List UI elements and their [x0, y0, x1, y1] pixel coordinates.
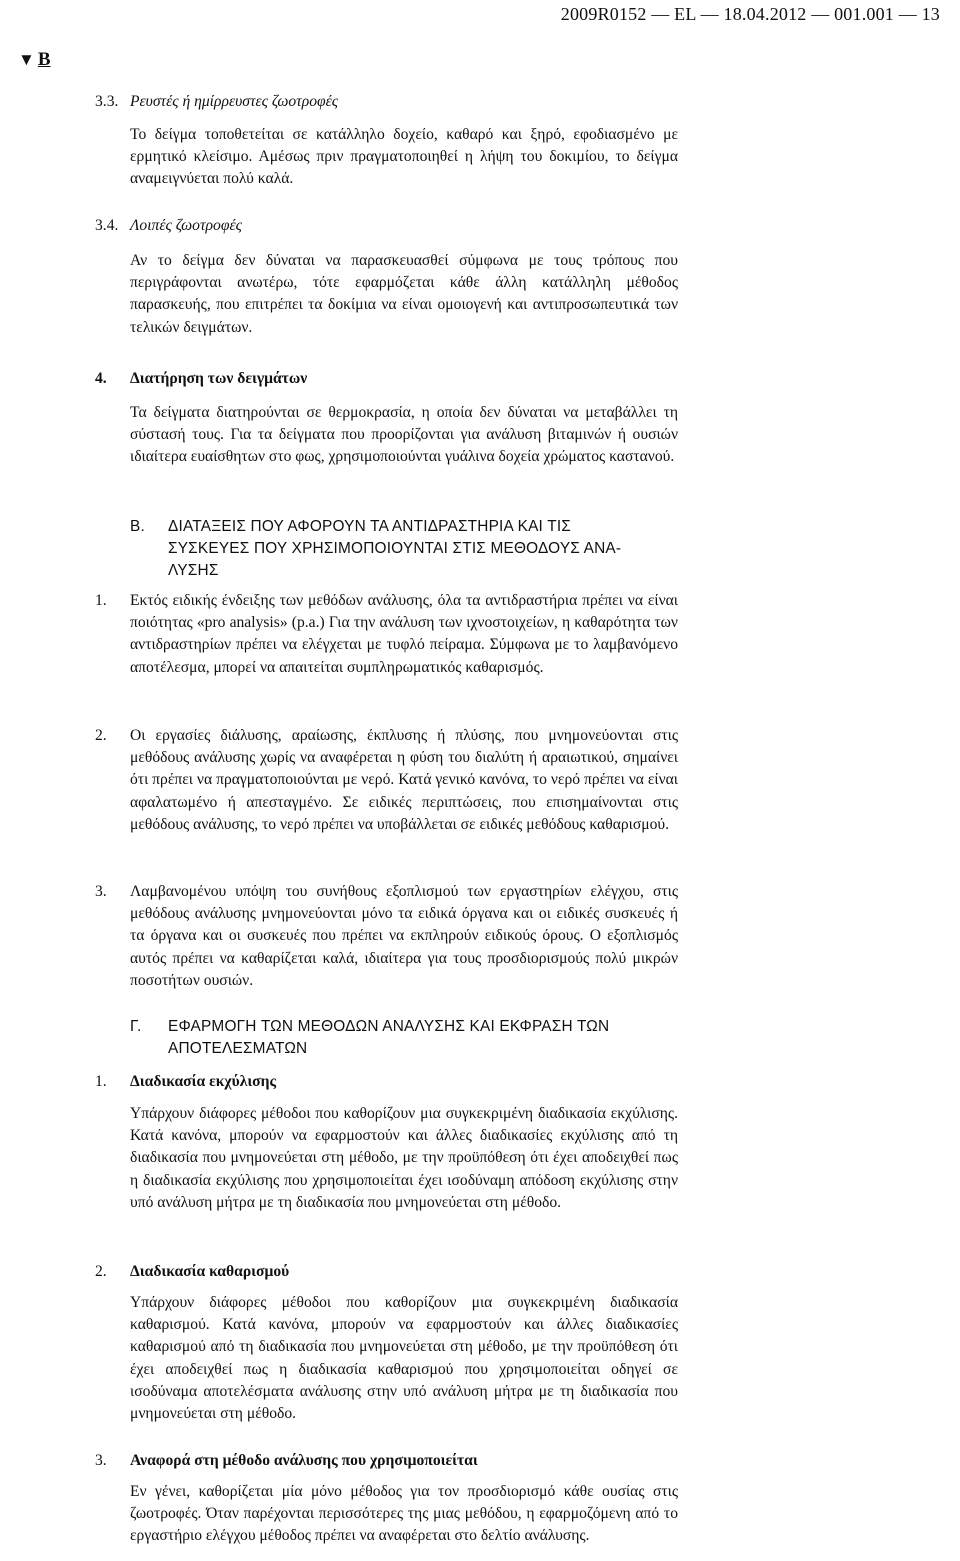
marker-letter: B — [37, 49, 51, 70]
paragraph: Τα δείγματα διατηρούνται σε θερμοκρασία, η οποία δεν δύναται να μεταβάλλει τη σύστασή τους. Για τα δείγματα που προορίζονται για ανάλυση βιταμινών ή ουσιών ιδιαίτερα ευαίσθητων στο φως, χρησιμοποιούνται γυάλινα δοχεία χρώματος καστανού. — [130, 404, 678, 466]
item-text: Οι εργασίες διάλυσης, αραίωσης, έκπλυσης ή πλύσης, που μνημονεύονται στις μεθόδους ανάλυσης χωρίς να αναφέρεται η φύση του διαλύτη ή αραιωτικού, σημαίνει ότι πρέπει να πραγματοποιούνται με νερό. Κατά γενικό κανόνα, το νερό πρέπει να είναι αφαλατωμένο ή απεσταγμένο. Σε ειδικές περιπτώσεις, που επισημαίνονται στις μεθόδους ανάλυσης, το νερό πρέπει να υποβάλλεται σε ειδικές μεθόδους καθαρισμού. — [130, 727, 678, 833]
item-number: 1. — [95, 1073, 107, 1090]
part-letter: Γ. — [130, 1018, 142, 1035]
item-text: Υπάρχουν διάφορες μέθοδοι που καθορίζουν μια συγκεκριμένη διαδικασία εκχύλισης. Κατά κανόνα, μπορούν να εφαρμοστούν και άλλες διαδικασίες εκχύλισης από τη διαδικασία που μνημονεύεται στη μέθοδο, με την προϋπόθεση ότι έχει αποδειχθεί πως η διαδικασία εκχύλισης που χρησιμοποιείται έχει ισοδύναμη απόδοση εκχύλισης στην υπό ανάλυση μήτρα με τη διαδικασία που μνημονεύεται στη μέθοδο. — [130, 1105, 678, 1211]
part-heading-line: ΑΠΟΤΕΛΕΣΜΑΤΩΝ — [168, 1040, 308, 1057]
section-title: Ρευστές ή ημίρρευστες ζωοτροφές — [130, 93, 339, 110]
item-number: 3. — [95, 883, 107, 900]
item-text: Εν γένει, καθορίζεται μία μόνο μέθοδος για τον προσδιορισμό κάθε ουσίας στις ζωοτροφές. Όταν παρέχονται περισσότερες της μιας μεθόδου, η εφαρμοζόμενη από το εργαστήριο ελέγχου μέθοδος πρέπει να αναφέρεται στο δελτίο ανάλυσης. — [130, 1483, 678, 1545]
item-number: 2. — [95, 727, 107, 744]
item-number: 2. — [95, 1263, 107, 1280]
part-heading-line: ΕΦΑΡΜΟΓΗ ΤΩΝ ΜΕΘΟΔΩΝ ΑΝΑΛΥΣΗΣ ΚΑΙ ΕΚΦΡΑΣΗ ΤΩΝ — [168, 1018, 610, 1035]
paragraph: Το δείγμα τοποθετείται σε κατάλληλο δοχείο, καθαρό και ξηρό, εφοδιασμένο με ερμητικό κλείσιμο. Αμέσως πριν πραγματοποιηθεί η λήψη του δοκιμίου, το δείγμα αναμειγνύεται πολύ καλά. — [130, 126, 678, 188]
item-number: 1. — [95, 592, 107, 609]
section-number: 3.3. — [95, 93, 119, 110]
part-heading-line: ΛΥΣΗΣ — [168, 562, 219, 579]
item-title: Διαδικασία καθαρισμού — [130, 1263, 290, 1280]
document-reference: 2009R0152 — EL — 18.04.2012 — 001.001 — 13 — [560, 4, 940, 24]
part-heading-line: ΣΥΣΚΕΥΕΣ ΠΟΥ ΧΡΗΣΙΜΟΠΟΙΟΥΝΤΑΙ ΣΤΙΣ ΜΕΘΟΔΟΥΣ ΑΝΑ- — [168, 540, 622, 557]
item-text: Υπάρχουν διάφορες μέθοδοι που καθορίζουν μια συγκεκριμένη διαδικασία καθαρισμού. Κατά κανόνα, μπορούν να εφαρμοστούν και άλλες διαδικασίες καθαρισμού από τη διαδικασία που μνημονεύεται στη μέθοδο, με την προϋπόθεση ότι έχει αποδειχθεί πως η διαδικασία καθαρισμού που χρησιμοποιείται οδηγεί σε ισοδύναμα αποτελέσματα ανάλυσης στην υπό ανάλυση μήτρα με τη διαδικασία που μνημονεύεται στη μέθοδο. — [130, 1294, 678, 1423]
section-number: 4. — [95, 370, 107, 387]
section-title: Διατήρηση των δειγμάτων — [130, 370, 308, 387]
section-number: 3.4. — [95, 217, 119, 234]
item-title: Διαδικασία εκχύλισης — [130, 1073, 277, 1090]
item-text: Εκτός ειδικής ένδειξης των μεθόδων ανάλυσης, όλα τα αντιδραστήρια πρέπει να είναι ποιότητας «pro analysis» (p.a.) Για την ανάλυση των ιχνοστοιχείων, η καθαρότητα των αντιδραστηρίων πρέπει να ελέγχεται με τυφλό πείραμα. Σύμφωνα με το λαμβανόμενο αποτέλεσμα, μπορεί να απαιτείται συμπληρωματικός καθαρισμός. — [130, 592, 678, 676]
paragraph: Αν το δείγμα δεν δύναται να παρασκευασθεί σύμφωνα με τους τρόπους που περιγράφονται ανωτέρω, τότε εφαρμόζεται κάθε άλλη κατάλληλη μέθοδος παρασκευής, που επιτρέπει τα δοκίμια να είναι ομοιογενή και αντιπροσωπευτικά των τελικών δειγμάτων. — [130, 252, 678, 336]
item-title: Αναφορά στη μέθοδο ανάλυσης που χρησιμοποιείται — [130, 1452, 478, 1469]
part-letter: B. — [130, 518, 145, 535]
item-text: Λαμβανομένου υπόψη του συνήθους εξοπλισμού των εργαστηρίων ελέγχου, στις μεθόδους ανάλυσης μνημονεύονται μόνο τα ειδικά όργανα και οι ειδικές συσκευές ή τα όργανα και οι συσκευές που πρέπει να εκπληρούν ειδικούς όρους. Ο εξοπλισμός αυτός πρέπει να καθαρίζεται καλά, ιδιαίτερα για τους προσδιορισμούς πολύ μικρών ποσοτήτων ουσιών. — [130, 883, 678, 989]
section-title: Λοιπές ζωοτροφές — [130, 217, 242, 234]
amendment-marker[interactable] — [18, 49, 51, 71]
part-heading-line: ΔΙΑΤΑΞΕΙΣ ΠΟΥ ΑΦΟΡΟΥΝ ΤΑ ΑΝΤΙΔΡΑΣΤΗΡΙΑ ΚΑΙ ΤΙΣ — [168, 518, 572, 535]
item-number: 3. — [95, 1452, 107, 1469]
triangle-down-icon: ▼ — [18, 50, 35, 69]
